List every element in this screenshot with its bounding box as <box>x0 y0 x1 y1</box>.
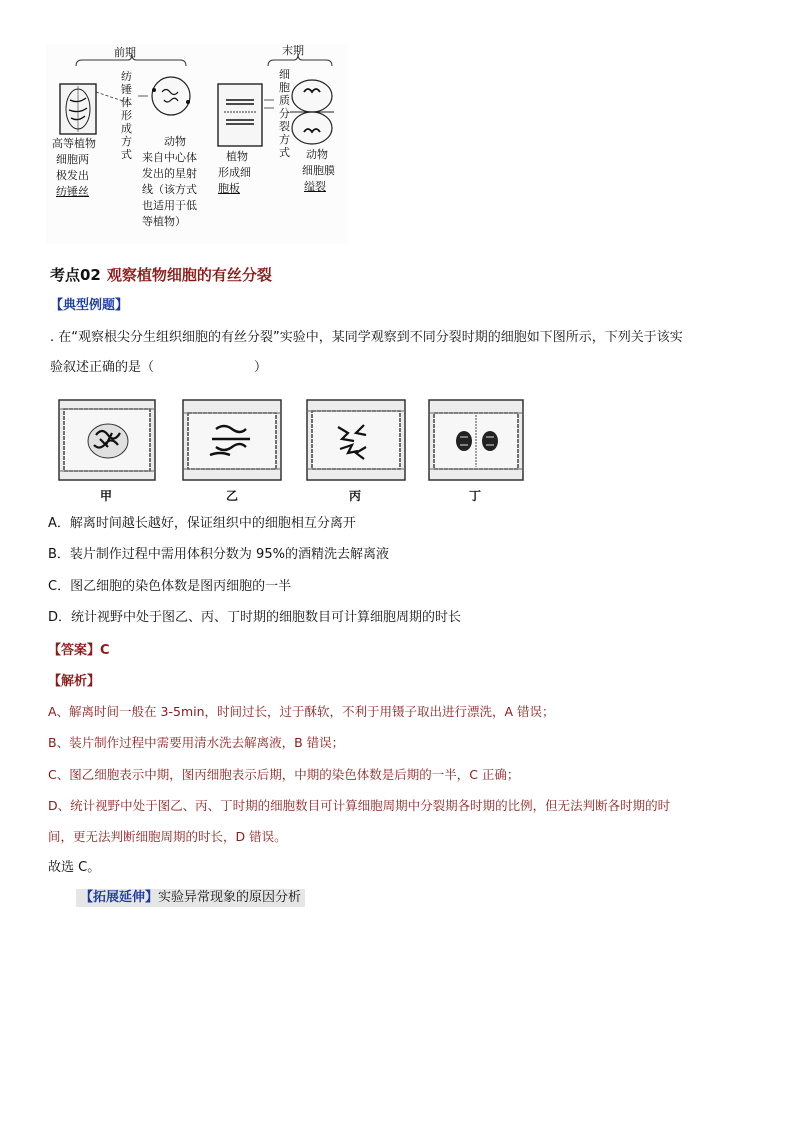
option-d: D．统计视野中处于图乙、丙、丁时期的细胞数目可计算细胞周期的时长 <box>48 610 462 625</box>
mitosis-comparison-diagram <box>46 44 348 244</box>
option-b: B．装片制作过程中需用体积分数为 95%的酒精洗去解离液 <box>48 547 389 562</box>
cell-image-bing <box>306 399 406 481</box>
stage-telophase-label: 末期 <box>282 44 304 57</box>
animal-spindle-line-6: 等植物） <box>142 215 186 228</box>
cell-drawing-ding <box>428 399 524 481</box>
conclusion: 故选 C。 <box>48 860 101 875</box>
question-suffix: ） <box>254 360 268 375</box>
extension-label: 【拓展延伸】 <box>80 890 159 905</box>
cell-label-ding: 丁 <box>469 489 482 503</box>
plant-plate-line-1: 植物 <box>226 150 248 163</box>
stage-prophase-label: 前期 <box>114 46 136 59</box>
cell-image-yi <box>182 399 282 481</box>
spindle-method-label: 纺锤体形成方式 <box>121 70 132 161</box>
cell-drawing-yi <box>182 399 282 481</box>
division-method-label: 细胞质分裂方式 <box>279 68 290 159</box>
cell-label-yi: 乙 <box>226 489 239 503</box>
cell-image-jia <box>58 399 156 481</box>
section-number: 考点02 <box>50 266 101 284</box>
question-line-2 <box>50 358 267 378</box>
answer-label: 【答案】 <box>48 643 101 658</box>
section-heading <box>50 264 272 285</box>
animal-spindle-line-1: 动物 <box>164 135 186 148</box>
animal-furrow-line-1: 动物 <box>306 148 328 161</box>
plant-plate-line-2: 形成细 <box>218 166 251 179</box>
cell-label-jia: 甲 <box>100 489 113 503</box>
question-line-1: . 在“观察根尖分生组织细胞的有丝分裂”实验中，某同学观察到不同分裂时期的细胞如下图所示，下列关于该实 <box>50 330 683 345</box>
analysis-line-a: A、解离时间一般在 3-5min，时间过长，过于酥软，不利于用镊子取出进行漂洗，A 错误； <box>48 704 555 719</box>
analysis-line-b: B、装片制作过程中需要用清水洗去解离液，B 错误； <box>48 735 345 750</box>
animal-spindle-line-3: 发出的星射 <box>142 167 197 180</box>
example-tag: 【典型例题】 <box>50 298 129 313</box>
answer-value: C <box>100 643 110 658</box>
analysis-line-d-cont: 间，更无法判断细胞周期的时长，D 错误。 <box>48 829 287 844</box>
cell-label-bing: 丙 <box>349 489 362 503</box>
question-prefix: 验叙述正确的是（ <box>50 360 155 375</box>
animal-furrow-line-2: 细胞膜 <box>302 164 335 177</box>
animal-furrow-line-3: 缢裂 <box>304 180 326 193</box>
plant-spindle-line-3: 极发出 <box>56 169 89 182</box>
answer-line <box>48 639 110 658</box>
section-title: 观察植物细胞的有丝分裂 <box>106 266 272 284</box>
cell-image-ding <box>428 399 524 481</box>
animal-spindle-line-5: 也适用于低 <box>142 199 197 212</box>
option-c: C．图乙细胞的染色体数是图丙细胞的一半 <box>48 579 292 594</box>
plant-spindle-line-2: 细胞两 <box>56 153 89 166</box>
extension-text: 实验异常现象的原因分析 <box>158 890 302 905</box>
cell-drawing-jia <box>58 399 156 481</box>
plant-spindle-line-1: 高等植物 <box>52 137 96 150</box>
plant-plate-line-3: 胞板 <box>218 182 240 195</box>
animal-spindle-line-4: 线（该方式 <box>142 183 197 196</box>
analysis-line-d: D、统计视野中处于图乙、丙、丁时期的细胞数目可计算细胞周期中分裂期各时期的比例，但无法判断各时期的时 <box>48 798 671 813</box>
option-a: A．解离时间越长越好，保证组织中的细胞相互分离开 <box>48 516 356 531</box>
analysis-tag: 【解析】 <box>48 674 101 689</box>
cell-drawing-bing <box>306 399 406 481</box>
analysis-line-c: C、图乙细胞表示中期，图丙细胞表示后期，中期的染色体数是后期的一半，C 正确； <box>48 767 520 782</box>
plant-spindle-line-4: 纺锤丝 <box>56 185 89 198</box>
extension-box <box>76 889 305 907</box>
animal-spindle-line-2: 来自中心体 <box>142 151 197 164</box>
